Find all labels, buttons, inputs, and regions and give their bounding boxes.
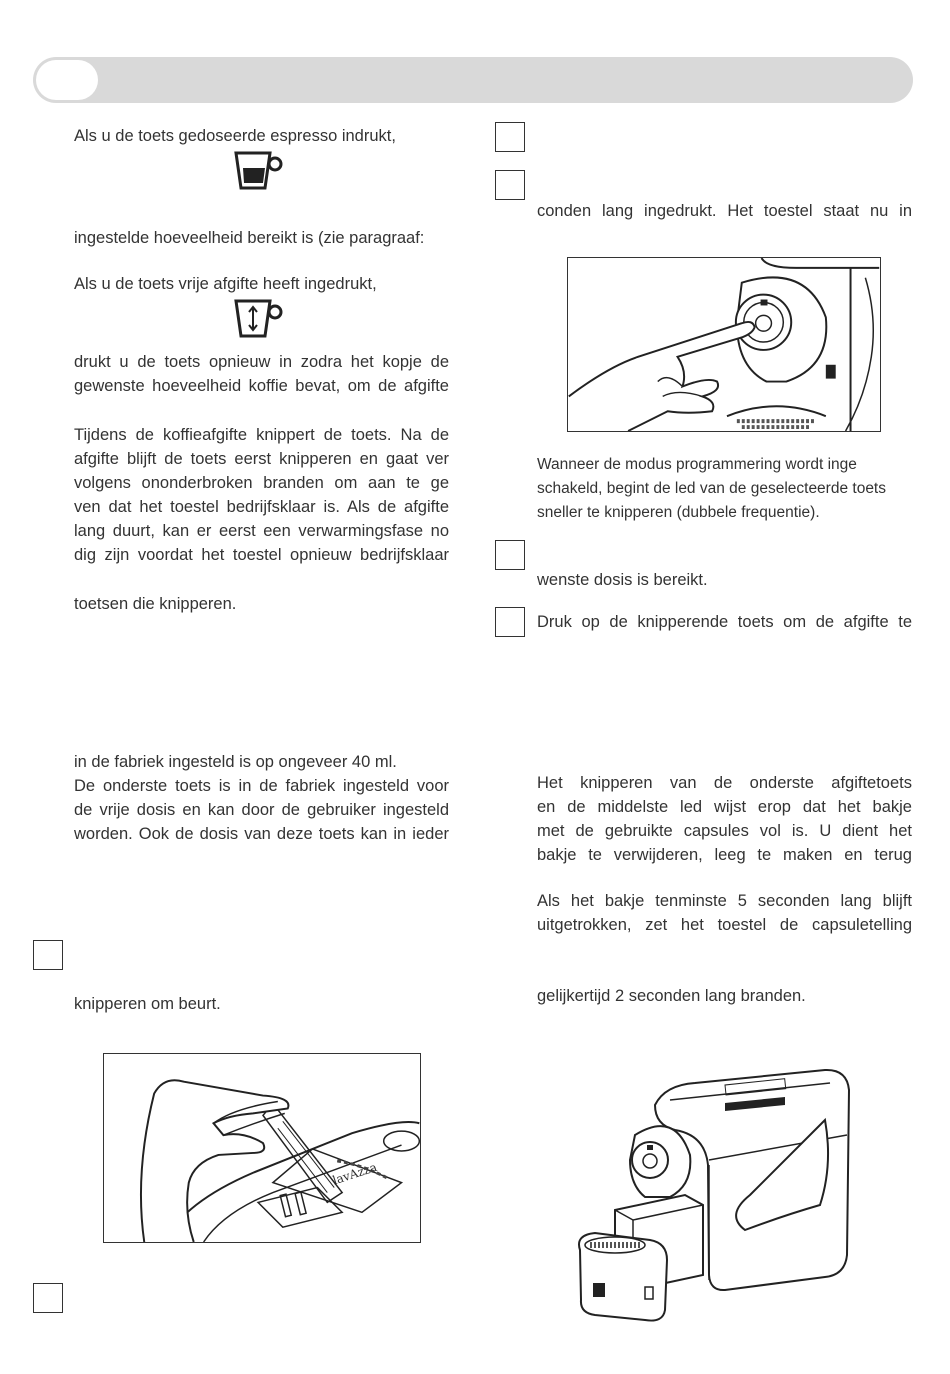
figure-press-button xyxy=(567,257,881,432)
text-espresso-intro: Als u de toets gedoseerde espresso indrukt, xyxy=(74,127,396,145)
text-stop-free-dose-1: drukt u de toets opnieuw in zodra het kopje de xyxy=(74,353,449,371)
text-factory-3: de vrije dosis en kan door de gebruiker ingesteld xyxy=(74,801,449,819)
svg-text:lavAzza: lavAzza xyxy=(330,1160,379,1188)
text-bin-full-4: bakje te verwijderen, leeg te maken en terug xyxy=(537,846,912,864)
text-reset-count-1: Als het bakje tenminste 5 seconden lang blijft xyxy=(537,892,912,910)
step-box xyxy=(495,122,525,152)
text-programming-mode: conden lang ingedrukt. Het toestel staat nu in xyxy=(537,202,912,220)
step-box xyxy=(495,170,525,200)
text-stop-free-dose-2: gewenste hoeveelheid koffie bevat, om de afgifte xyxy=(74,377,449,395)
text-free-dose-intro: Als u de toets vrije afgifte heeft ingedrukt, xyxy=(74,275,377,293)
text-blinking-1: Tijdens de koffieafgifte knippert de toets. Na de xyxy=(74,426,449,444)
text-desired-dose: wenste dosis is bereikt. xyxy=(537,571,708,589)
text-led-blink-2: schakeld, begint de led van de geselecteerde toets xyxy=(537,480,886,497)
text-factory-2: De onderste toets is in de fabriek ingesteld voor xyxy=(74,777,449,795)
text-blinking-3: volgens ononderbroken branden om aan te ge xyxy=(74,474,449,492)
free-dose-cup-icon xyxy=(233,298,283,340)
text-blink-alternate: knipperen om beurt. xyxy=(74,995,221,1013)
step-box xyxy=(495,607,525,637)
text-leds-on: gelijkertijd 2 seconden lang branden. xyxy=(537,987,806,1005)
page-number-pill xyxy=(36,60,98,100)
figure-capsule-insertion xyxy=(103,1053,421,1243)
text-bin-full-2: en de middelste led wijst erop dat het bakje xyxy=(537,798,912,816)
espresso-cup-icon xyxy=(233,150,283,192)
text-buttons-blink: toetsen die knipperen. xyxy=(74,595,237,613)
text-reset-count-2: uitgetrokken, zet het toestel de capsuletelling xyxy=(537,916,912,934)
text-factory-4: worden. Ook de dosis van deze toets kan in ieder xyxy=(74,825,449,843)
text-bin-full-1: Het knipperen van de onderste afgiftetoets xyxy=(537,774,912,792)
text-press-blinking: Druk op de knipperende toets om de afgifte te xyxy=(537,613,912,631)
text-led-blink-3: sneller te knipperen (dubbele frequentie). xyxy=(537,504,820,521)
text-preset-amount: ingestelde hoeveelheid bereikt is (zie paragraaf: xyxy=(74,229,425,247)
step-box xyxy=(33,940,63,970)
header-bar xyxy=(33,57,913,103)
text-blinking-5: lang duurt, kan er eerst een verwarmingsfase no xyxy=(74,522,449,540)
text-blinking-4: ven dat het toestel bedrijfsklaar is. Als de afgifte xyxy=(74,498,449,516)
text-led-blink-1: Wanneer de modus programmering wordt inge xyxy=(537,456,857,473)
text-blinking-6: dig zijn voordat het toestel opnieuw bedrijfsklaar xyxy=(74,546,449,564)
figure-machine-drawer-open xyxy=(575,1065,855,1325)
text-bin-full-3: met de gebruikte capsules vol is. U dient het xyxy=(537,822,912,840)
text-factory-1: in de fabriek ingesteld is op ongeveer 40 ml. xyxy=(74,753,397,771)
step-box xyxy=(33,1283,63,1313)
step-box xyxy=(495,540,525,570)
text-blinking-2: afgifte blijft de toets eerst knipperen en gaat ver xyxy=(74,450,449,468)
